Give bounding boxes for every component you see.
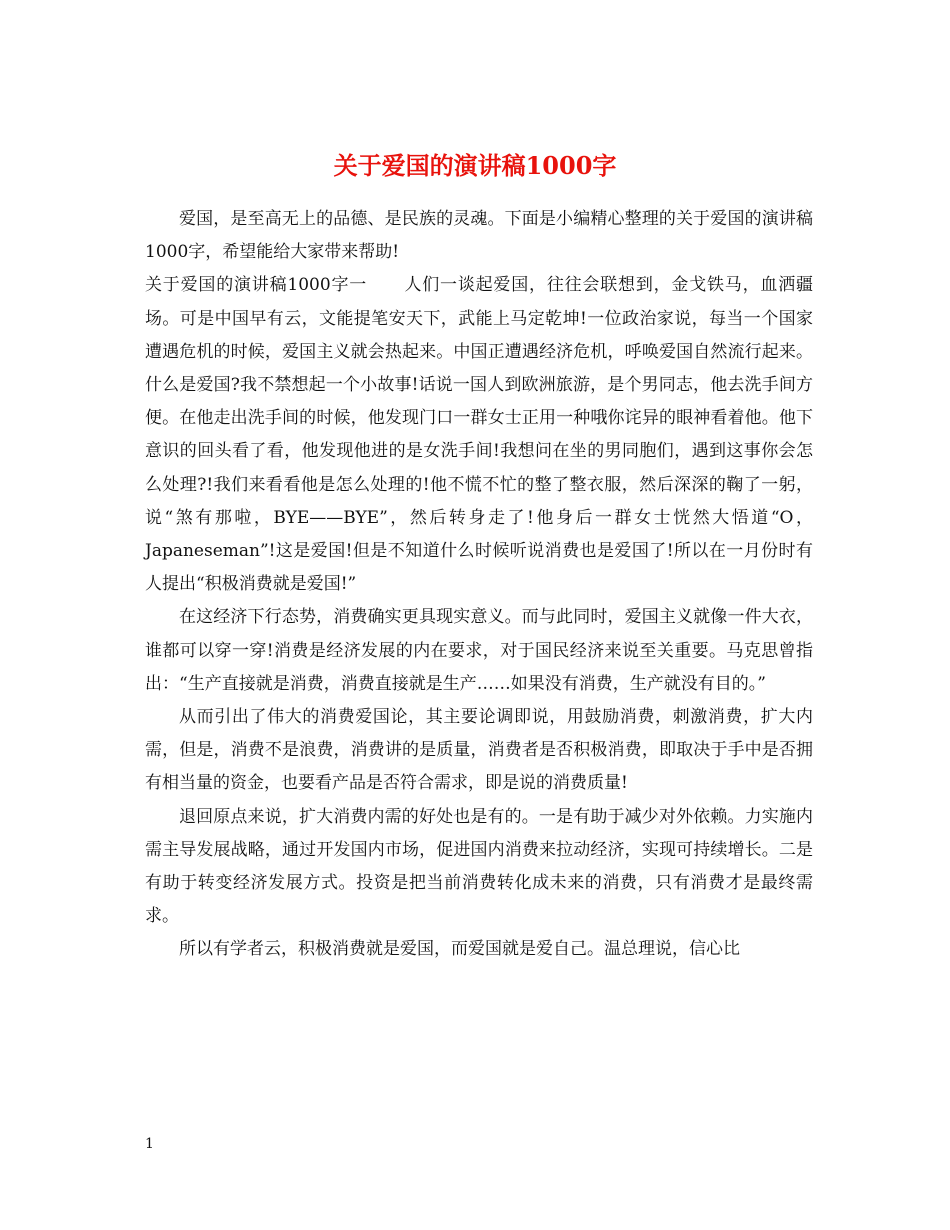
body-paragraph: 退回原点来说，扩大消费内需的好处也是有的。一是有助于减少对外依赖。力实施内需主导发展战略，通过开发国内市场，促进国内消费来拉动经济，实现可持续增长。二是有助于转变经济发展方式。投资是把当前消费转化成未来的消费，只有消费才是最终需求。	[145, 806, 813, 927]
document-body	[145, 203, 813, 967]
body-paragraph: 从而引出了伟大的消费爱国论，其主要论调即说，用鼓励消费，刺激消费，扩大内需，但是，消费不是浪费，消费讲的是质量，消费者是否积极消费，即取决于手中是否拥有相当量的资金，也要看产品是否符合需求，即是说的消费质量!	[145, 707, 813, 794]
page-number: 1	[145, 1136, 154, 1152]
document-title: 关于爱国的演讲稿1000字	[333, 151, 617, 181]
intro-paragraph: 爱国，是至高无上的品德、是民族的灵魂。下面是小编精心整理的关于爱国的演讲稿1000字，希望能给大家带来帮助!	[145, 209, 813, 263]
body-paragraph: 所以有学者云，积极消费就是爱国，而爱国就是爱自己。温总理说，信心比	[179, 939, 740, 960]
body-paragraph: 在这经济下行态势，消费确实更具现实意义。而与此同时，爱国主义就像一件大衣，谁都可以穿一穿!消费是经济发展的内在要求，对于国民经济来说至关重要。马克思曾指出：“生产直接就是消费，消费直接就是生产……如果没有消费，生产就没有目的。”	[145, 607, 813, 694]
section-paragraph	[145, 269, 813, 601]
section-heading: 关于爱国的演讲稿1000字一	[145, 275, 368, 296]
section-text: 人们一谈起爱国，往往会联想到，金戈铁马，血洒疆场。可是中国早有云，文能提笔安天下，武能上马定乾坤!一位政治家说，每当一个国家遭遇危机的时候，爱国主义就会热起来。中国正遭遇经济危机，呼唤爱国自然流行起来。什么是爱国?我不禁想起一个小故事!话说一国人到欧洲旅游，是个男同志，他去洗手间方便。在他走出洗手间的时候，他发现门口一群女士正用一种哦你诧异的眼神看着他。他下意识的回头看了看，他发现他进的是女洗手间!我想问在坐的男同胞们，遇到这事你会怎么处理?!我们来看看他是怎么处理的!他不慌不忙的整了整衣服，然后深深的鞠了一躬，说“煞有那啦，BYE——BYE”，然后转身走了!他身后一群女士恍然大悟道“O，Japaneseman”!这是爱国!但是不知道什么时候听说消费也是爱国了!所以在一月份时有人提出“积极消费就是爱国!”	[145, 275, 813, 595]
